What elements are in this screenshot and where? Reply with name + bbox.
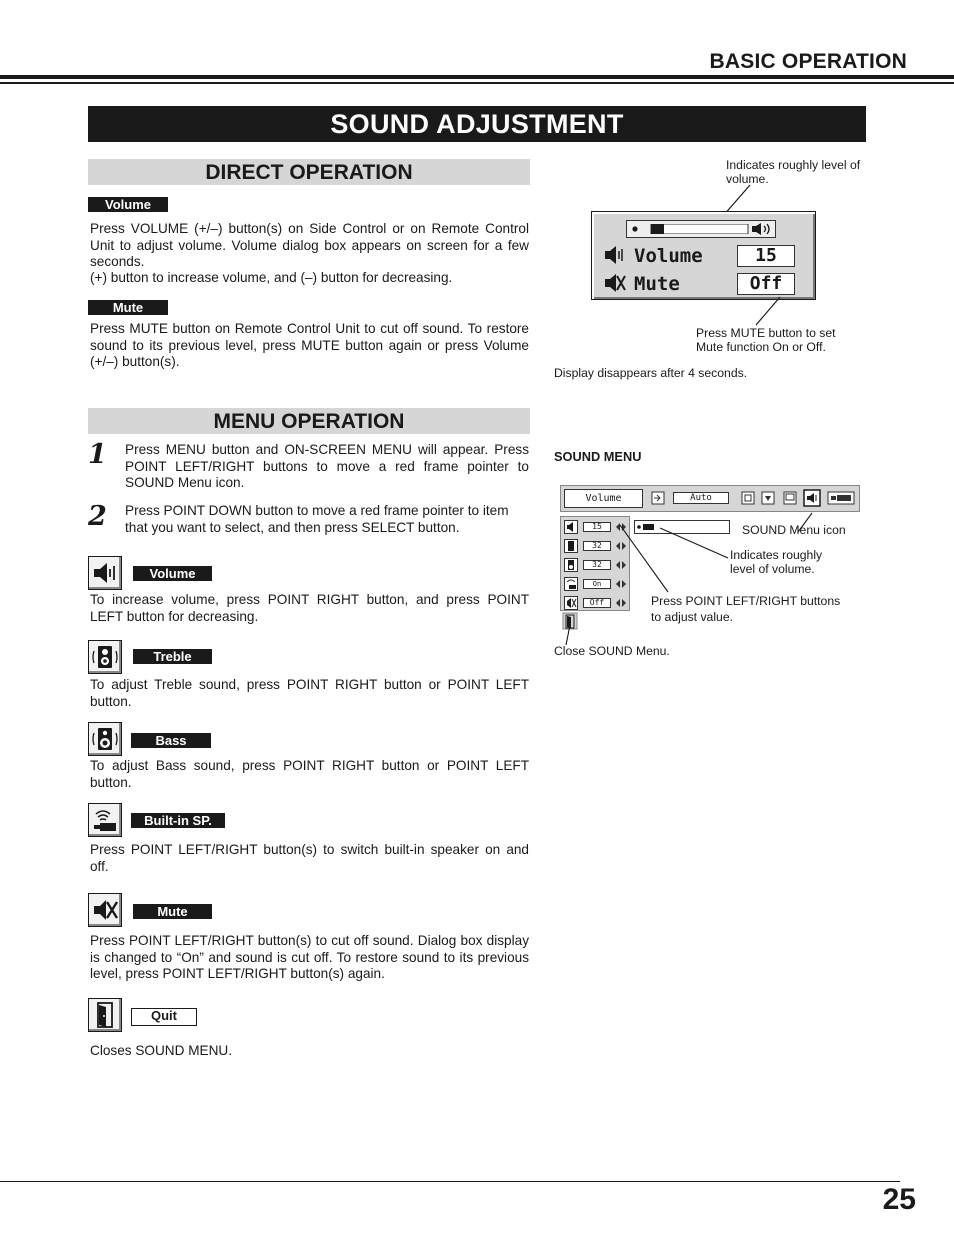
callout-line [750, 295, 790, 327]
dialog-volume-value: 15 [737, 245, 795, 267]
menu-value-bass: 32 [583, 560, 611, 570]
dialog-mute-label: Mute [634, 273, 680, 295]
callout-volume-level: Indicates roughly level of volume. [730, 548, 823, 576]
mute-label: Mute [88, 300, 168, 315]
callout-sound-menu-icon: SOUND Menu icon [742, 523, 846, 537]
dialog-callout-mute: Press MUTE button to set Mute function On or Off. [696, 326, 836, 354]
footer-rule [0, 1181, 900, 1182]
direct-operation-heading: DIRECT OPERATION [88, 159, 530, 185]
mute-icon [88, 893, 122, 927]
menu-volume-text: To increase volume, press POINT RIGHT button, and press POINT LEFT button for decreasing. [90, 592, 529, 624]
sound-menu-heading: SOUND MENU [554, 449, 642, 464]
volume-label: Volume [88, 197, 168, 212]
speaker-icon [604, 245, 626, 265]
page-number: 25 [882, 1183, 916, 1216]
menu-value-builtin: On [583, 579, 611, 589]
bass-speaker-icon [88, 722, 122, 756]
step-1-number: 1 [88, 439, 107, 470]
menu-quit-label: Quit [131, 1008, 197, 1026]
direct-mute-text: Press MUTE button on Remote Control Unit to cut off sound. To restore sound to its previous level, press MUTE button again or press Volume (+/–) button(s). [90, 321, 529, 369]
volume-level-bar [631, 224, 771, 234]
dialog-callout-level: Indicates roughly level of volume. [726, 158, 861, 186]
menu-top-auto: Auto [673, 492, 729, 504]
menu-volume-label: Volume [133, 566, 212, 581]
section-header: BASIC OPERATION [709, 50, 907, 73]
dialog-mute-value: Off [737, 273, 795, 295]
direct-volume-text-2: (+) button to increase volume, and (–) button for decreasing. [90, 270, 453, 285]
menu-value-mute: Off [583, 598, 611, 608]
menu-mute-text: Press POINT LEFT/RIGHT button(s) to cut off sound. Dialog box display is changed to “On” and sound is cut off. To restore sound to its previous level, press POINT LEFT/RIGHT button(s) again. [90, 933, 529, 981]
speaker-icon [88, 556, 122, 590]
menu-top-volume: Volume [564, 489, 643, 508]
header-rule-thin [0, 82, 954, 84]
menu-bass-text: To adjust Bass sound, press POINT RIGHT button or POINT LEFT button. [90, 758, 529, 790]
page-title: SOUND ADJUSTMENT [88, 106, 866, 142]
callout-close-menu: Close SOUND Menu. [554, 644, 670, 658]
menu-treble-text: To adjust Treble sound, press POINT RIGHT button or POINT LEFT button. [90, 677, 529, 709]
door-icon [88, 998, 122, 1032]
step-2-number: 2 [88, 501, 107, 532]
dialog-volume-label: Volume [634, 245, 703, 267]
treble-speaker-icon [88, 640, 122, 674]
callout-adjust-value: Press POINT LEFT/RIGHT buttons to adjust value. [651, 594, 841, 624]
menu-mute-label: Mute [133, 904, 212, 919]
menu-builtin-text: Press POINT LEFT/RIGHT button(s) to switch built-in speaker on and off. [90, 842, 529, 874]
menu-builtin-label: Built-in SP. [131, 813, 225, 828]
step-2-text: Press POINT DOWN button to move a red frame pointer to item that you want to select, and then press SELECT button. [125, 503, 509, 535]
menu-treble-label: Treble [133, 649, 212, 664]
header-rule [0, 75, 954, 79]
step-1-text: Press MENU button and ON-SCREEN MENU will appear. Press POINT LEFT/RIGHT buttons to move a red frame pointer to SOUND Menu icon. [125, 442, 529, 490]
builtin-speaker-icon [88, 803, 122, 837]
speaker-waves-icon [751, 222, 773, 236]
direct-volume-text: Press VOLUME (+/–) button(s) on Side Control or on Remote Control Unit to adjust volume. Volume dialog box appears on screen for a few seconds. [90, 221, 529, 269]
dialog-note: Display disappears after 4 seconds. [554, 366, 748, 380]
menu-value-volume: 15 [583, 522, 611, 532]
volume-dialog [591, 211, 816, 300]
menu-operation-heading: MENU OPERATION [88, 408, 530, 434]
menu-value-treble: 32 [583, 541, 611, 551]
mute-icon [604, 273, 626, 293]
menu-quit-text: Closes SOUND MENU. [90, 1043, 232, 1058]
volume-slider [626, 220, 776, 238]
menu-bass-label: Bass [131, 733, 211, 748]
